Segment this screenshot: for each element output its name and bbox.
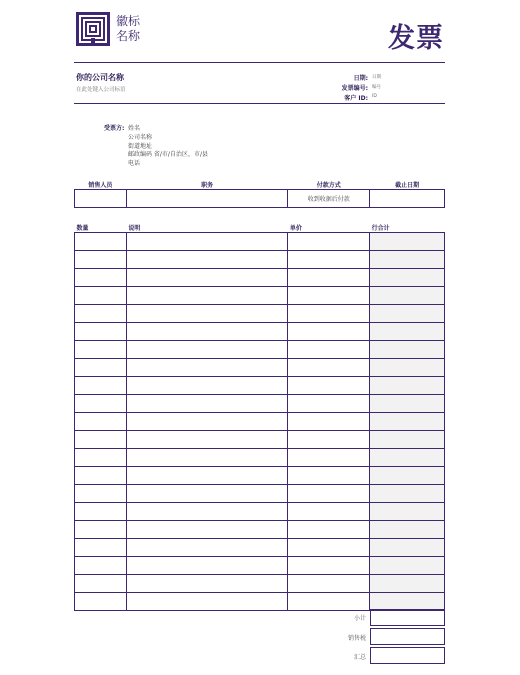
qty-cell[interactable] [75, 503, 127, 521]
unit-price-cell[interactable] [288, 287, 370, 305]
table-row [75, 503, 445, 521]
logo-icon [76, 12, 110, 46]
description-cell[interactable] [126, 593, 288, 611]
description-cell[interactable] [126, 575, 288, 593]
job-cell[interactable] [126, 190, 288, 208]
description-cell[interactable] [126, 449, 288, 467]
line-total-cell[interactable] [370, 503, 445, 521]
unit-price-cell[interactable] [288, 341, 370, 359]
unit-price-cell[interactable] [288, 575, 370, 593]
total-label: 汇总 [353, 654, 366, 661]
bill-to-city: 邮政编码 省/市/自治区，市/县 [128, 151, 208, 158]
qty-cell[interactable] [75, 341, 127, 359]
line-total-cell[interactable] [370, 305, 445, 323]
logo-line: 名称 [116, 29, 141, 43]
qty-cell[interactable] [75, 449, 127, 467]
qty-cell[interactable] [75, 233, 127, 251]
sales-tax-label: 销售税 [347, 635, 366, 642]
unit-price-cell[interactable] [288, 377, 370, 395]
unit-price-cell[interactable] [288, 305, 370, 323]
bill-to-name: 姓名 [128, 125, 141, 132]
qty-cell[interactable] [75, 539, 127, 557]
qty-cell[interactable] [75, 431, 127, 449]
table-row [75, 521, 445, 539]
table-row [75, 359, 445, 377]
line-total-cell[interactable] [370, 377, 445, 395]
line-total-cell[interactable] [370, 431, 445, 449]
description-cell[interactable] [126, 431, 288, 449]
table-row [75, 269, 445, 287]
header-line-total: 行合计 [370, 222, 445, 233]
unit-price-cell[interactable] [288, 323, 370, 341]
line-total-cell[interactable] [370, 575, 445, 593]
description-cell[interactable] [126, 359, 288, 377]
unit-price-cell[interactable] [288, 359, 370, 377]
header-unit-price: 单价 [288, 222, 370, 233]
description-cell[interactable] [126, 539, 288, 557]
unit-price-cell[interactable] [288, 485, 370, 503]
unit-price-cell[interactable] [288, 467, 370, 485]
qty-cell[interactable] [75, 593, 127, 611]
unit-price-cell[interactable] [288, 233, 370, 251]
table-row [75, 377, 445, 395]
due-date-cell[interactable] [370, 190, 445, 208]
line-total-cell[interactable] [370, 287, 445, 305]
bill-to-phone: 电话 [128, 160, 141, 167]
line-total-cell[interactable] [370, 485, 445, 503]
description-cell[interactable] [126, 269, 288, 287]
qty-cell[interactable] [75, 521, 127, 539]
sales-info-table [74, 180, 445, 208]
description-cell[interactable] [126, 521, 288, 539]
line-total-cell[interactable] [370, 467, 445, 485]
qty-cell[interactable] [75, 305, 127, 323]
table-row [75, 485, 445, 503]
table-row [75, 413, 445, 431]
qty-cell[interactable] [75, 377, 127, 395]
line-total-cell[interactable] [370, 359, 445, 377]
sales-tax-value[interactable] [370, 628, 445, 645]
customer-id-label: 客户 ID: [344, 95, 368, 102]
table-row [75, 449, 445, 467]
table-row [75, 557, 445, 575]
table-row [75, 395, 445, 413]
invoice-number-label: 发票编号: [341, 85, 368, 92]
line-total-cell[interactable] [370, 233, 445, 251]
bill-to-company: 公司名称 [128, 134, 153, 141]
description-cell[interactable] [126, 251, 288, 269]
description-cell[interactable] [126, 323, 288, 341]
company-name: 你的公司名称 [76, 73, 124, 82]
logo-name [116, 14, 176, 44]
description-cell[interactable] [126, 287, 288, 305]
qty-cell[interactable] [75, 413, 127, 431]
unit-price-cell[interactable] [288, 593, 370, 611]
qty-cell[interactable] [75, 575, 127, 593]
table-row [75, 575, 445, 593]
line-items-table [74, 222, 445, 611]
qty-cell[interactable] [75, 485, 127, 503]
unit-price-cell[interactable] [288, 269, 370, 287]
table-row [75, 323, 445, 341]
subtotal-label: 小计 [353, 615, 366, 622]
description-cell[interactable] [126, 413, 288, 431]
table-row [75, 233, 445, 251]
subtotal-value[interactable] [370, 609, 445, 626]
date-value: 日期 [372, 75, 381, 80]
date-label: 日期: [353, 75, 368, 82]
description-cell[interactable] [126, 233, 288, 251]
table-row [75, 305, 445, 323]
table-row [75, 287, 445, 305]
header-salesperson: 销售人员 [75, 180, 127, 190]
bill-to-street: 街道地址 [128, 143, 153, 150]
line-total-cell[interactable] [370, 521, 445, 539]
bill-to-label: 受票方: [104, 125, 125, 132]
unit-price-cell[interactable] [288, 521, 370, 539]
line-total-cell[interactable] [370, 251, 445, 269]
header-divider [74, 103, 445, 104]
logo-line: 徽标 [116, 14, 141, 28]
qty-cell[interactable] [75, 359, 127, 377]
description-cell[interactable] [126, 467, 288, 485]
unit-price-cell[interactable] [288, 251, 370, 269]
description-cell[interactable] [126, 503, 288, 521]
line-total-cell[interactable] [370, 557, 445, 575]
table-row [75, 431, 445, 449]
table-row [75, 467, 445, 485]
line-total-cell[interactable] [370, 413, 445, 431]
invoice-number-value: 编号 [372, 85, 381, 90]
unit-price-cell[interactable] [288, 413, 370, 431]
qty-cell[interactable] [75, 251, 127, 269]
header-job: 职务 [126, 180, 288, 190]
total-value[interactable] [370, 647, 445, 664]
payment-terms-cell[interactable]: 收到收据后付款 [288, 190, 370, 208]
qty-cell[interactable] [75, 287, 127, 305]
line-total-cell[interactable] [370, 395, 445, 413]
description-cell[interactable] [126, 557, 288, 575]
unit-price-cell[interactable] [288, 539, 370, 557]
line-total-cell[interactable] [370, 341, 445, 359]
description-cell[interactable] [126, 305, 288, 323]
line-total-cell[interactable] [370, 323, 445, 341]
header-payment-terms: 付款方式 [288, 180, 370, 190]
table-row [75, 341, 445, 359]
description-cell[interactable] [126, 377, 288, 395]
company-slogan: 在此处键入公司标语 [76, 87, 126, 93]
table-row [75, 251, 445, 269]
unit-price-cell[interactable] [288, 557, 370, 575]
qty-cell[interactable] [75, 395, 127, 413]
line-total-cell[interactable] [370, 593, 445, 611]
salesperson-cell[interactable] [75, 190, 127, 208]
invoice-title: 发票 [388, 23, 444, 54]
description-cell[interactable] [126, 485, 288, 503]
description-cell[interactable] [126, 341, 288, 359]
qty-cell[interactable] [75, 557, 127, 575]
description-cell[interactable] [126, 395, 288, 413]
line-total-cell[interactable] [370, 269, 445, 287]
qty-cell[interactable] [75, 323, 127, 341]
table-row [75, 539, 445, 557]
header-due-date: 截止日期 [370, 180, 445, 190]
unit-price-cell[interactable] [288, 503, 370, 521]
unit-price-cell[interactable] [288, 395, 370, 413]
customer-id-value: ID [372, 94, 377, 99]
table-row [75, 593, 445, 611]
unit-price-cell[interactable] [288, 449, 370, 467]
qty-cell[interactable] [75, 467, 127, 485]
top-divider [74, 62, 445, 63]
line-total-cell[interactable] [370, 449, 445, 467]
qty-cell[interactable] [75, 269, 127, 287]
line-total-cell[interactable] [370, 539, 445, 557]
header-qty: 数量 [75, 222, 127, 233]
header-description: 说明 [126, 222, 288, 233]
unit-price-cell[interactable] [288, 431, 370, 449]
